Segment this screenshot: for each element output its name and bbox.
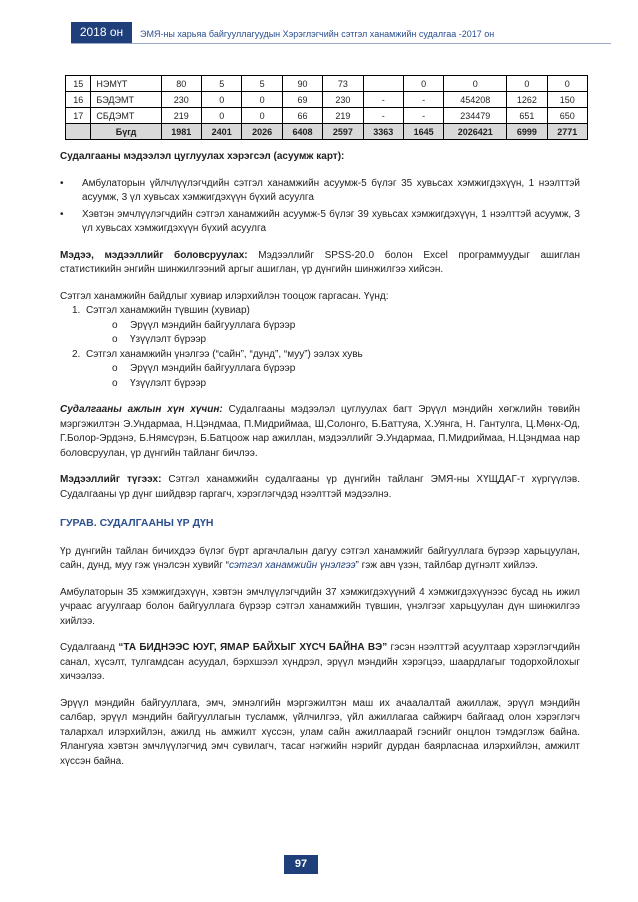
table-cell: 90 bbox=[282, 76, 322, 92]
list-item: o Эрүүл мэндийн байгууллага бүрээр bbox=[60, 319, 580, 334]
main-content bbox=[60, 150, 580, 769]
page-number: 97 bbox=[284, 855, 318, 874]
list-item: o Үзүүлэлт бүрээр bbox=[60, 377, 580, 392]
table-cell: 16 bbox=[66, 92, 91, 108]
analysis-paragraph: Мэдээ, мэдээллийг боловсруулах: Мэдээллийг SPSS-20.0 болон Excel программуудыг ашиглан статистикийн энгийн шинжилгээний аргыг ашиглан, үр дүнгийн шинжилгээ хийсэн. bbox=[60, 249, 580, 275]
table-total-row bbox=[66, 124, 588, 140]
table-cell bbox=[363, 76, 403, 92]
grouping-list bbox=[60, 304, 580, 319]
results-paragraph-4: Эрүүл мэндийн байгууллага, эмч, эмнэлгийн мэргэжилтэн маш их ачаалалтай ажиллаж, эрүүл мэндийн салбар, эрүүл мэндийн байгууллагын тусламж, үйлчилгээ, үйл ажиллагаа сайжирч байгаад олон хэрэглэгч талархал илэрхийлэн, ажилд нь амжилт хүссэн, улам сайн ажиллаарай гэснийг онцлон тэмдэглэж байна. Ялангуяа хэвтэн эмчлүүлэгчид эмч сувилагч, тасаг нэгжийн нэрийг дурдан баярласнаа илэрхийлэн, амжилт хүссэн байна. bbox=[60, 697, 580, 767]
method-heading: Судалгааны мэдээлэл цуглуулах хэрэгсэл (асуумж карт): bbox=[60, 151, 345, 162]
table-cell: - bbox=[363, 108, 403, 124]
table-cell: 0 bbox=[202, 92, 242, 108]
table-cell: 0 bbox=[242, 92, 282, 108]
table-cell: 219 bbox=[323, 108, 363, 124]
chapter-title: ГУРАВ. СУДАЛГААНЫ ҮР ДҮН bbox=[60, 517, 214, 529]
list-item: 2. Сэтгэл ханамжийн үнэлгээ (“сайн”, “дунд”, “муу”) ээлэх хувь bbox=[72, 348, 363, 360]
table-cell: 0 bbox=[444, 76, 507, 92]
sub-list bbox=[60, 362, 580, 391]
header-title: ЭМЯ-ны харьяа байгууллагуудын Хэрэглэгчийн сэтгэл ханамжийн судалгаа -2017 он bbox=[140, 29, 495, 39]
list-item: • Амбулаторын үйлчлүүлэгчдийн сэтгэл ханамжийн асуумж-5 бүлэг 35 хувьсах хэмжигдэхүүн, 1 нээлттэй асуумж, 3 үл хувьсах хэмжигдэхүүн бүхий асуулга bbox=[60, 177, 580, 203]
table-cell: 6999 bbox=[507, 124, 547, 140]
table-cell: 0 bbox=[403, 76, 443, 92]
list-item: • Хэвтэн эмчлүүлэгчдийн сэтгэл ханамжийн асуумж-5 бүлэг 39 хувьсах хэмжигдэхүүн, 1 нээлттэй асуумж, 3 үл хувьсах хэмжигдэхүүн бүхий асуулга bbox=[60, 208, 580, 234]
circle-bullet-icon: o bbox=[112, 363, 118, 374]
table-cell: 69 bbox=[282, 92, 322, 108]
table-cell: 17 bbox=[66, 108, 91, 124]
grouping-list bbox=[60, 348, 580, 363]
page-header bbox=[0, 0, 638, 44]
table-cell: 15 bbox=[66, 76, 91, 92]
table-cell: 73 bbox=[323, 76, 363, 92]
instrument-list bbox=[60, 177, 580, 237]
table-cell: 219 bbox=[161, 108, 201, 124]
table-cell: - bbox=[403, 92, 443, 108]
results-paragraph-1: Үр дүнгийн тайлан бичихдээ бүлэг бүрт аргачлалын дагуу сэтгэл ханамжийг байгууллага бүрээр харьцуулан, сайн, дунд, муу гэж үнэлсэн хувийг “сэтгэл ханамжийн үнэлгээ” гэж авч үзэн, тайлбар дүгнэлт хийлээ. bbox=[60, 545, 580, 571]
circle-bullet-icon: o bbox=[112, 334, 118, 345]
table-row bbox=[66, 92, 588, 108]
list-item: o Үзүүлэлт бүрээр bbox=[60, 333, 580, 348]
table-cell: НЭМҮТ bbox=[91, 76, 161, 92]
stats-table bbox=[65, 75, 588, 140]
table-cell: 1645 bbox=[403, 124, 443, 140]
table-cell: Бүгд bbox=[91, 124, 161, 140]
table-cell: 2597 bbox=[323, 124, 363, 140]
table-cell: 66 bbox=[282, 108, 322, 124]
circle-bullet-icon: o bbox=[112, 377, 118, 389]
table-cell: 0 bbox=[507, 76, 547, 92]
table-cell: 0 bbox=[547, 76, 587, 92]
results-paragraph-2: Амбулаторын 35 хэмжигдэхүүн, хэвтэн эмчлүүлэгчдийн 37 хэмжигдэхүүний 4 хэмжигдэхүүнээс бусад нь ижил учраас агуулгаар болон байгууллага бүрээр сэтгэл ханамжийн түвшин, үнэлгээг харьцуулан дүн шинжилгээ хийлээ. bbox=[60, 586, 580, 627]
table-cell: 5 bbox=[242, 76, 282, 92]
table-cell: 651 bbox=[507, 108, 547, 124]
bullet-icon: • bbox=[60, 208, 64, 220]
table-cell: 80 bbox=[161, 76, 201, 92]
table-cell: СБДЭМТ bbox=[91, 108, 161, 124]
grouping-intro: Сэтгэл ханамжийн байдлыг хувиар илэрхийлэн тооцож гаргасан. Үүнд: bbox=[60, 290, 389, 302]
table-cell: 2401 bbox=[202, 124, 242, 140]
table-cell: 2026 bbox=[242, 124, 282, 140]
list-item: o Эрүүл мэндийн байгууллага бүрээр bbox=[60, 362, 580, 377]
table-cell: 234479 bbox=[444, 108, 507, 124]
staff-paragraph: Судалгааны ажлын хүн хүчин: Судалгааны мэдээлэл цуглуулах багт Эрүүл мэндийн хөгжлийн төвийн мэргэжилтэн Э.Ундармаа, Н.Цэндмаа, П.Мидриймаа, Ш,Солонго, Б.Баттуяа, Х.Уянга, Н. Гантулга, Ц.Мөнх-Од, Г.Болор-Эрдэнэ, Б.Нямсүрэн, Б.Батцоож нар ажиллан, мэдээллийг Э.Ундармаа, П.Мидриймаа, Н.Цэндмаа нар боловсруулан, үр дүнгийн тайланг бичлээ. bbox=[60, 404, 581, 459]
table-cell: БЭДЭМТ bbox=[91, 92, 161, 108]
table-cell: 650 bbox=[547, 108, 587, 124]
table-row bbox=[66, 108, 588, 124]
table-cell: 1262 bbox=[507, 92, 547, 108]
table-cell: 2771 bbox=[547, 124, 587, 140]
table-cell: 454208 bbox=[444, 92, 507, 108]
list-item: 1. Сэтгэл ханамжийн түвшин (хувиар) bbox=[72, 305, 250, 316]
table-cell: - bbox=[363, 92, 403, 108]
table-cell: 6408 bbox=[282, 124, 322, 140]
table-cell: 1981 bbox=[161, 124, 201, 140]
table-cell: - bbox=[403, 108, 443, 124]
table-cell: 230 bbox=[161, 92, 201, 108]
table-cell: 5 bbox=[202, 76, 242, 92]
results-paragraph-3: Судалгаанд “ТА БИДНЭЭС ЮУГ, ЯМАР БАЙХЫГ ХҮСЧ БАЙНА ВЭ” гэсэн нээлттэй асуултаар хэрэглэгчдийн санал, хүсэлт, тулгамдсан асуудал, бэрхшээл хүндрэл, эрүүл мэндийн хэрэгцээ, шаардлагыг тодорхойлохыг хичээлээ. bbox=[60, 642, 581, 682]
sub-list bbox=[60, 319, 580, 348]
table-cell: 0 bbox=[242, 108, 282, 124]
dissemination-paragraph: Мэдээллийг түгээх: Сэтгэл ханамжийн судалгааны үр дүнгийн тайланг ЭМЯ-ны ХҮЩДАГ-т хүргүүлэв. Судалгааны үр дүнг шийдвэр гаргагч, хэрэглэгчдэд нээлттэй мэдээлнэ. bbox=[60, 474, 580, 500]
table-cell: 3363 bbox=[363, 124, 403, 140]
table-cell: 230 bbox=[323, 92, 363, 108]
table-row bbox=[66, 76, 588, 92]
table-cell: 2026421 bbox=[444, 124, 507, 140]
table-cell: 0 bbox=[202, 108, 242, 124]
header-divider bbox=[71, 43, 611, 44]
table-cell: 150 bbox=[547, 92, 587, 108]
circle-bullet-icon: o bbox=[112, 319, 118, 331]
bullet-icon: • bbox=[60, 177, 64, 189]
header-year: 2018 он bbox=[71, 22, 132, 43]
